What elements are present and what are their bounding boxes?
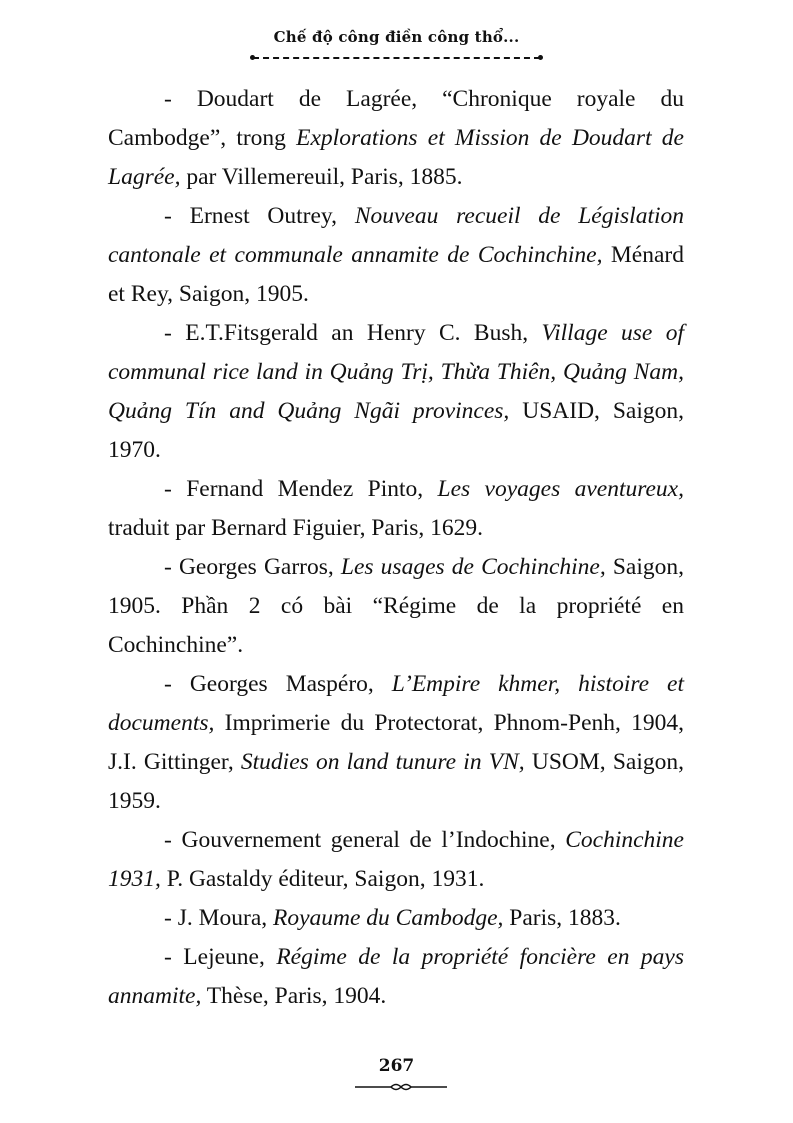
reference-text: - Doudart de Lagrée, “Chronique royale du Cambodge”, trong xyxy=(108,86,684,151)
reference-text: P. Gastaldy éditeur, Saigon, 1931. xyxy=(160,866,485,892)
reference-entry xyxy=(108,197,684,314)
reference-text: - Georges Garros, xyxy=(164,554,341,580)
reference-title: Explorations et Mission de Doudart de Lagrée, xyxy=(108,125,684,190)
reference-text: USAID, Saigon, 1970. xyxy=(108,398,685,463)
reference-title: Royaume du Cambodge, xyxy=(273,905,504,931)
reference-entry xyxy=(108,938,684,1016)
page-number: 267 xyxy=(378,1056,415,1076)
reference-text: traduit par Bernard Figuier, Paris, 1629. xyxy=(108,515,483,541)
reference-text: Thèse, Paris, 1904. xyxy=(201,983,387,1009)
running-header: Chế độ công điền công thổ... xyxy=(273,28,520,46)
reference-list xyxy=(108,80,684,1016)
reference-entry xyxy=(108,821,684,899)
reference-text: Imprimerie du Protectorat, Phnom-Penh, 1904, J.I. Gittinger, xyxy=(108,710,684,775)
reference-text: - Ernest Outrey, xyxy=(164,203,355,229)
reference-text: - Gouvernement general de l’Indochine, xyxy=(164,827,566,853)
reference-text: - Fernand Mendez Pinto, xyxy=(164,476,438,502)
reference-title: L’Empire khmer, histoire et documents, xyxy=(108,671,684,736)
reference-title: Studies on land tunure in VN, xyxy=(240,749,525,775)
reference-entry xyxy=(108,899,684,938)
reference-title: Les voyages aventureux, xyxy=(437,476,684,502)
reference-text: - Lejeune, xyxy=(164,944,277,970)
reference-title: Cochinchine 1931, xyxy=(108,827,684,892)
reference-title: Régime de la propriété foncière en pays annamite, xyxy=(108,944,684,1009)
reference-title: Nouveau recueil de Législation cantonale et communale annamite de Cochinchine, xyxy=(108,203,684,268)
reference-text: par Villemereuil, Paris, 1885. xyxy=(180,164,463,190)
reference-title: Les usages de Cochinchine, xyxy=(340,554,606,580)
reference-entry xyxy=(108,80,684,197)
reference-text: Paris, 1883. xyxy=(503,905,621,931)
reference-text: Ménard et Rey, Saigon, 1905. xyxy=(108,242,684,307)
header-divider xyxy=(253,57,540,59)
reference-title: Village use of communal rice land in Quảng Trị, Thừa Thiên, Quảng Nam, Quảng Tín and Quảng Ngãi provinces, xyxy=(108,320,685,424)
reference-text: USOM, Saigon, 1959. xyxy=(108,749,685,814)
reference-entry xyxy=(108,665,684,821)
page-number-ornament-icon xyxy=(355,1082,447,1092)
reference-entry xyxy=(108,470,684,548)
reference-text: - Georges Maspéro, xyxy=(164,671,392,697)
reference-text: - J. Moura, xyxy=(164,905,273,931)
reference-text: Saigon, 1905. Phần 2 có bài “Régime de la propriété en Cochinchine”. xyxy=(108,554,685,658)
reference-text: - E.T.Fitsgerald an Henry C. Bush, xyxy=(164,320,542,346)
reference-entry xyxy=(108,314,684,470)
reference-entry xyxy=(108,548,684,665)
